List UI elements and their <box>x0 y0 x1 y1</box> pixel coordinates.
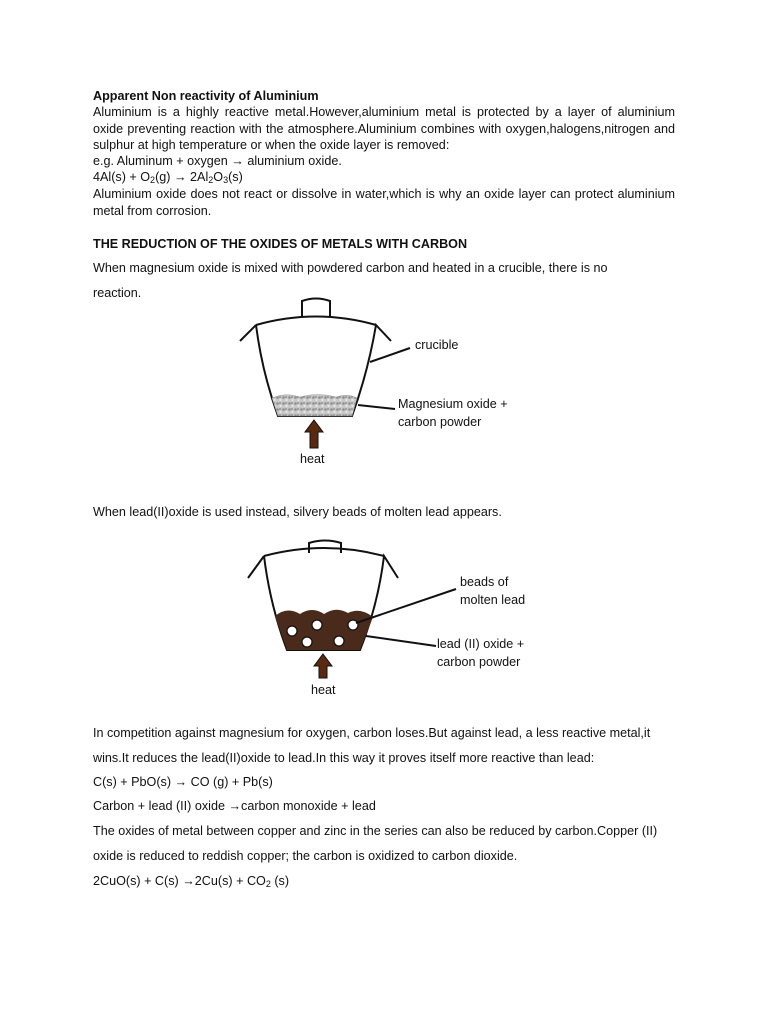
crucible-label: crucible <box>415 338 459 352</box>
crucible-lid-2 <box>264 541 384 557</box>
pbo-mixture-label-1: lead (II) oxide + <box>437 637 525 651</box>
heat-arrow-2 <box>314 654 332 678</box>
section-heading-aluminium: Apparent Non reactivity of Aluminium <box>93 89 319 103</box>
lead-reduction-equation: C(s) + PbO(s) → CO (g) + Pb(s) <box>93 775 273 789</box>
example-word-equation: e.g. Aluminum + oxygen → aluminium oxide. <box>93 154 342 168</box>
beads-label-2: molten lead <box>460 593 526 607</box>
competition-line-2: wins.It reduces the lead(II)oxide to lead.In this way it proves itself more reactive than lead: <box>93 751 595 765</box>
competition-line-1: In competition against magnesium for oxygen, carbon loses.But against lead, a less reactive metal,it <box>93 726 651 740</box>
heat-label-2: heat <box>311 683 336 697</box>
beads-pointer-line <box>356 589 456 623</box>
paragraph-aluminium-reactive: Aluminium is a highly reactive metal.However,aluminium metal is protected by a layer of aluminium oxide preventing reaction with the atmosphere.Aluminium combines with oxygen,halogens,nitrogen and sulphur at high temperature or when the oxide layer is removed: <box>93 105 675 152</box>
aluminium-equation: $4Al(s) + O_2(g) \to 2Al_2O_3(s)$ <box>93 170 243 185</box>
copper-line-2: oxide is reduced to reddish copper; the carbon is oxidized to carbon dioxide. <box>93 849 518 863</box>
section-heading-reduction: THE REDUCTION OF THE OXIDES OF METALS WITH CARBON <box>93 237 468 251</box>
copper-reduction-equation: $2CuO(s) + C(s) \to 2Cu(s) + CO_2$ (s) <box>93 874 290 889</box>
pbo-mixture-label-2: carbon powder <box>437 655 521 669</box>
lead-mixture-pointer-line <box>366 636 436 646</box>
mgo-mixture-label-1: Magnesium oxide + <box>398 397 508 411</box>
lead-word-equation: Carbon + lead (II) oxide →carbon monoxide + lead <box>93 799 376 813</box>
copper-line-1: The oxides of metal between copper and zinc in the series can also be reduced by carbon.Copper (II) <box>93 824 658 838</box>
paragraph-oxide-layer: Aluminium oxide does not react or dissolve in water,which is why an oxide layer can protect aluminium metal from corrosion. <box>93 187 675 218</box>
heat-label-1: heat <box>300 452 325 466</box>
beads-label-1: beads of <box>460 575 509 589</box>
intro-line-2: reaction. <box>93 286 142 300</box>
mgo-mixture-label-2: carbon powder <box>398 415 482 429</box>
lead-oxide-intro: When lead(II)oxide is used instead, silvery beads of molten lead appears. <box>93 505 502 519</box>
intro-line-1: When magnesium oxide is mixed with powdered carbon and heated in a crucible, there is no <box>93 261 608 275</box>
